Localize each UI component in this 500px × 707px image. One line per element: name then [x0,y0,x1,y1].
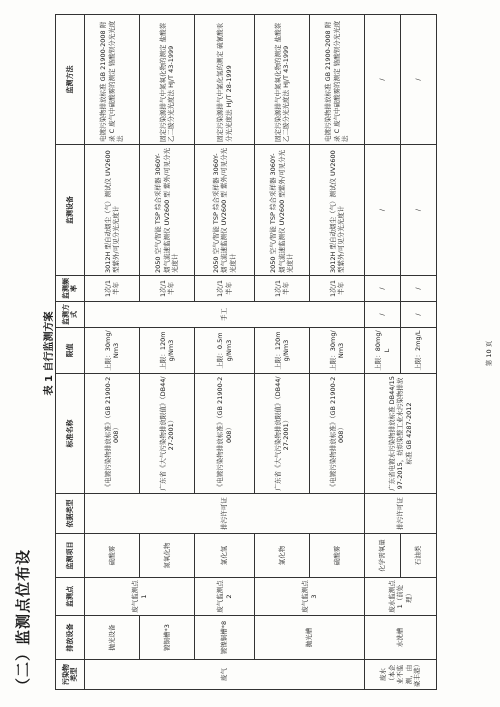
device-cell: 2050 空气/智能 TSP 综合采样器 3060Y-烟气流速监测仪 UV2600 型 紫外/可见分光光度计 [195,145,255,276]
item-cell: 氮氧化物 [140,534,195,578]
limit-cell: 上限：2mg/L [401,328,437,374]
method-cell: 固定污染源排气中氮氧化物的测定 盐酸萘乙二胺分光光度法 HJ/T 43-1999 [140,15,195,145]
mode-cell: 手工 [85,302,365,328]
item-cell: 氯化物 [255,534,310,578]
method-cell: 电镀污染物排放标准 GB 21900-2008 附录 C 废气中硫酸雾的测定 铬酸钡分光光度法 [310,15,365,145]
pollutant-type-cell: 废水（本企业不监测，由豪丰港） [365,660,437,690]
equipment-cell: 水洗槽 [365,616,437,660]
method-cell: 固定污染源排气中氮氧化物的测定 盐酸萘乙二胺分光光度法 HJ/T 43-1999 [255,15,310,145]
device-cell: / [401,145,437,276]
monitoring-plan-table [55,14,437,690]
header-cell: 监测项目 [56,534,85,578]
limit-cell: 上限：0.5mg/Nm3 [195,328,255,374]
header-cell: 监测频率 [56,276,85,302]
equipment-cell: 镀铜槽*3 [140,616,195,660]
frequency-cell: / [401,276,437,302]
standard-cell: 《电镀污染物排放标准》（GB 21900-2008） [85,374,140,494]
table-row [365,15,401,690]
header-cell: 监测方式 [56,302,85,328]
section-title: （二）监测点位布设 [14,548,32,693]
monitoring-point-cell: 废气监测点 3 [255,578,365,616]
device-cell: 2050 空气/智能 TSP 综合采样器 3060Y-烟气流速监测仪 UV2600 型紫外/可见分光光度计 [255,145,310,276]
mode-cell: / [401,302,437,328]
item-cell: 硫酸雾 [310,534,365,578]
table-row [255,15,310,690]
method-cell: / [401,15,437,145]
header-cell: 监测点 [56,578,85,616]
device-cell: 3012H 型自动烟尘（气）测试仪 UV2600 型紫外/可见分光光度计 [310,145,365,276]
limit-cell: 上限：30mg/Nm3 [85,328,140,374]
frequency-cell: 1次/1半年 [140,276,195,302]
page-number: 第 10 页 [485,340,493,367]
frequency-cell: / [365,276,401,302]
device-cell: 2050 空气/智能 TSP 综合采样器 3060Y-烟气流速监测仪 UV2600 型 紫外/可见分光光度计 [140,145,195,276]
frequency-cell: 1次/1半年 [85,276,140,302]
basis-cell: 排污许可证 [365,494,437,534]
header-row [56,15,85,690]
method-cell: 固定污染源排气中氯化氢的测定 硫氰酸汞分光光度法 HJ/T 28-1999 [195,15,255,145]
item-cell: 氯化氢 [195,534,255,578]
monitoring-point-cell: 废水监测点 1（前处理） [365,578,437,616]
item-cell: 化学需氧量 [365,534,401,578]
standard-cell: 广东省《大气污染物排放限值》（DB44/27-2001） [255,374,310,494]
item-cell: 石油类 [401,534,437,578]
standard-cell: 《电镀污染物排放标准》（GB 21900-2008） [310,374,365,494]
device-cell: 3012H 型自动烟尘（气）测试仪 UV2600 型紫外/可见分光光度计 [85,145,140,276]
standard-cell: 广东省电镀水污染物排放标准 DB44/1597-2015，纺织染整工业水污染物排放标准 GB 4287-2012 [365,374,437,494]
pollutant-type-cell: 废气 [85,660,365,690]
limit-cell: 上限：120mg/Nm3 [140,328,195,374]
header-cell: 排放设备 [56,616,85,660]
table-row [195,15,255,690]
equipment-cell: 抛光槽 [255,616,365,660]
limit-cell: 上限：30mg/Nm3 [310,328,365,374]
header-cell: 依据类型 [56,494,85,534]
monitoring-point-cell: 废气监测点 1 [85,578,195,616]
method-cell: / [365,15,401,145]
mode-cell: / [365,302,401,328]
frequency-cell: 1次/1半年 [255,276,310,302]
equipment-cell: 镀镍铜槽*8 [195,616,255,660]
header-cell: 污染物类型 [56,660,85,690]
header-cell: 标准名称 [56,374,85,494]
limit-cell: 上限：120mg/Nm3 [255,328,310,374]
device-cell: / [365,145,401,276]
method-cell: 电镀污染物排放标准 GB 21900-2008 附录 C 废气中硫酸雾的测定 铬酸钡分光光度法 [85,15,140,145]
header-cell: 限值 [56,328,85,374]
standard-cell: 广东省《大气污染物排放限值》（DB44/27-2001） [140,374,195,494]
header-cell: 监测设备 [56,145,85,276]
equipment-cell: 抛光设备 [85,616,140,660]
frequency-cell: 1次/1半年 [310,276,365,302]
table-caption: 表 1 自行监测方案 [44,311,55,396]
limit-cell: 上限：80mg/L [365,328,401,374]
table-row [85,15,140,690]
basis-cell: 排污许可证 [85,494,365,534]
item-cell: 硫酸雾 [85,534,140,578]
frequency-cell: 1次/1半年 [195,276,255,302]
standard-cell: 《电镀污染物排放标准》（GB 21900-2008） [195,374,255,494]
header-cell: 监测方法 [56,15,85,145]
monitoring-point-cell: 废气监测点 2 [195,578,255,616]
